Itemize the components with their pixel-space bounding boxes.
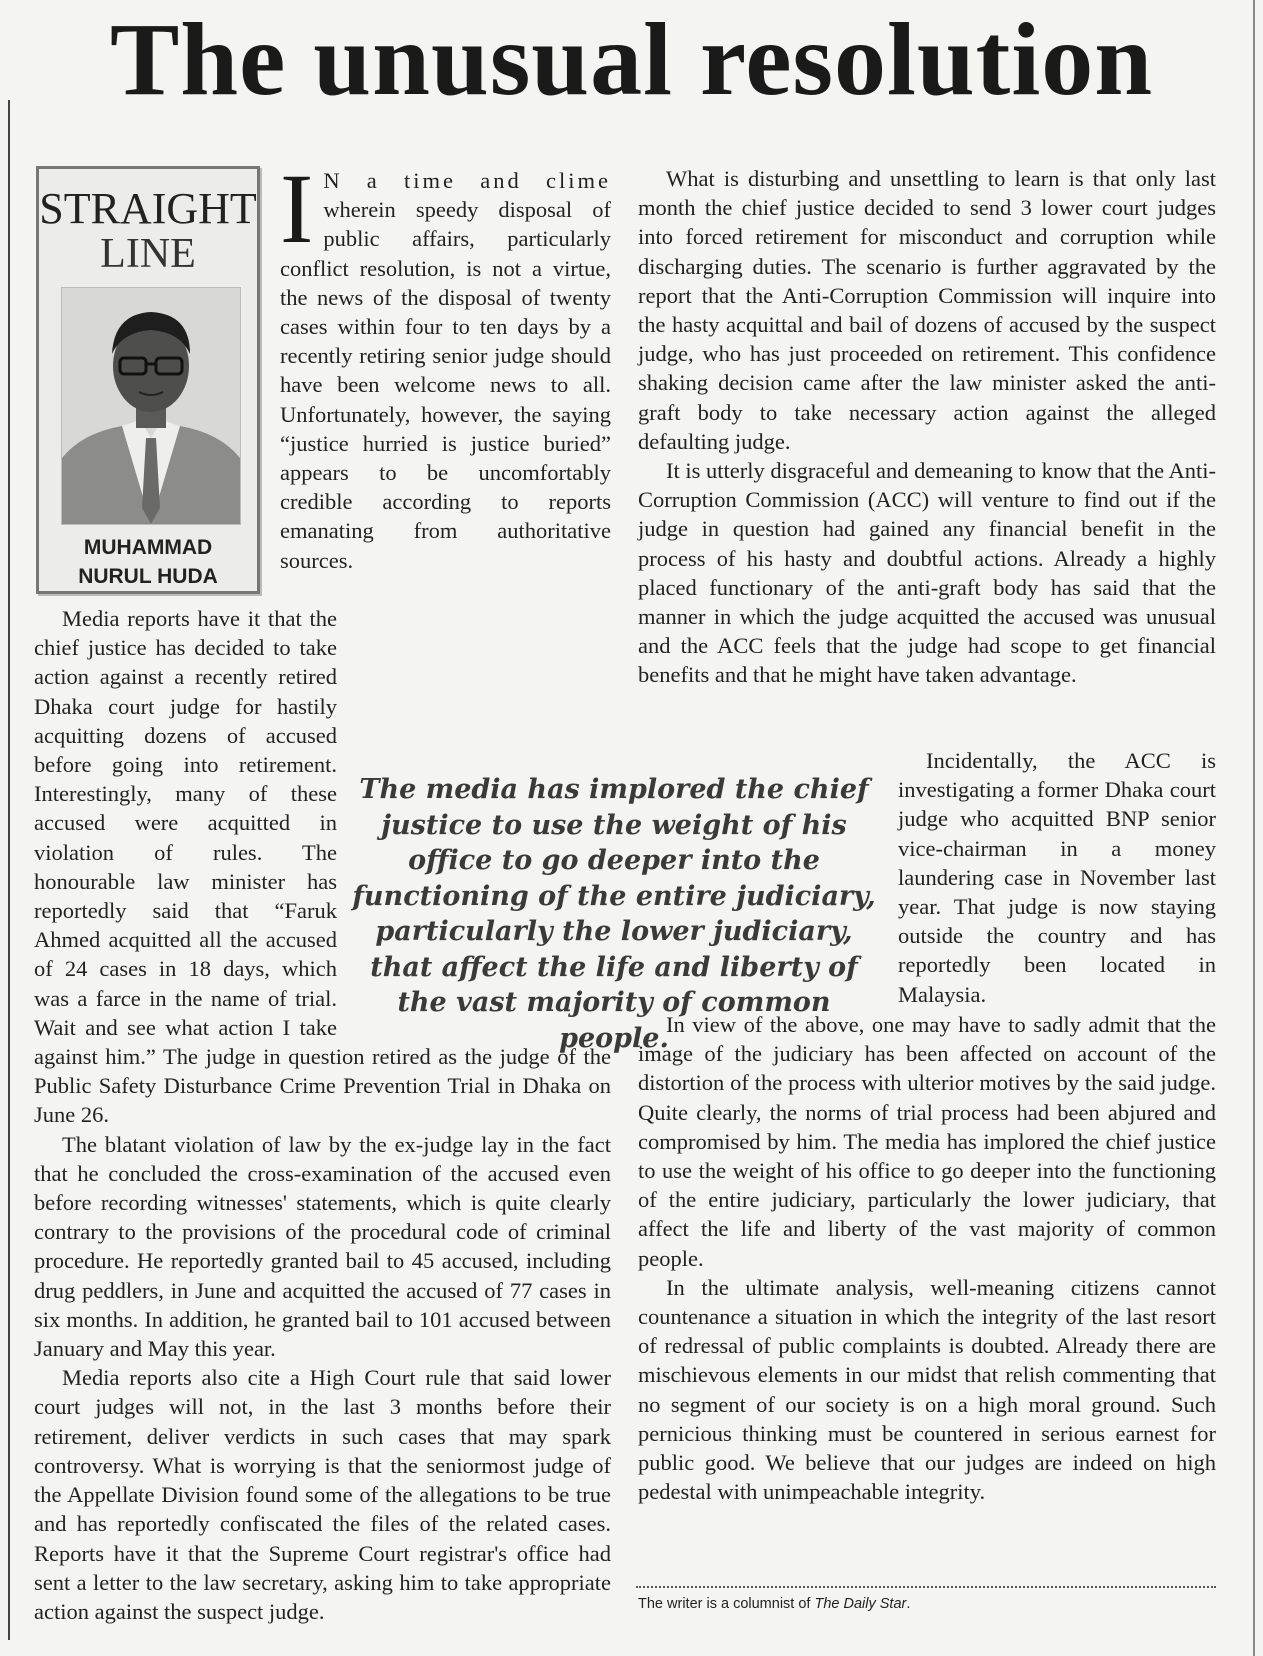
article-paragraph-2: Media reports have it that the chief justice has decided to take action against a recently retired Dhaka court judge for hastily acquitting dozens of accused before going into retirement. Interestingly, many of these accused were acquitted in violation of rules. The honourable law minister has reportedly said that “Faruk Ahmed acquitted all the accused of 24 cases in 18 days, which was a farce in the name of trial. Wait and see what action I take against him.” The judge in question retired as the judge of the Public Safety Disturbance Crime Prevention Trial in Dhaka on June 26. xyxy=(34,606,611,1128)
left-column-rule xyxy=(8,100,10,1640)
publication-name: The Daily Star xyxy=(814,1596,907,1612)
article-paragraph-1: I N a time and clime wherein speedy disposal of public affairs, particularly conflict resolution, is not a virtue, the news of the disposal of twenty cases within four to ten days by a recently retiring senior judge should have been welcome news to all. Unfortunately, however, the saying “justice hurried is justice buried” appears to be uncomfortably credible according to reports emanating from authoritative sources. xyxy=(280,153,611,573)
footnote-divider xyxy=(636,1586,1216,1588)
dropcap: I xyxy=(280,153,314,264)
lead-caps: N a time and clime xyxy=(323,168,611,193)
article-paragraph-8: In view of the above, one may have to sadly admit that the image of the judiciary has been affected on account of the distortion of the process with ulterior motives by the said judge. Quite clearly, the norms of trial process had been abjured and compromised by him. The media has implored the chief justice to use the weight of his office to go deeper into the functioning of the entire judiciary, particularly the lower judiciary, that affect the life and liberty of the vast majority of common people. xyxy=(638,1012,1216,1271)
author-portrait-icon xyxy=(62,288,240,524)
left-column xyxy=(34,604,611,1624)
article-paragraph-9: In the ultimate analysis, well-meaning citizens cannot countenance a situation in which the integrity of the last resort of redressal of public complaints is doubted. Already there are mischievous elements in our midst that relish commenting that no segment of our society is on a high moral ground. Such pernicious thinking must be countered in serious earnest for public good. We believe that our judges are indeed on high pedestal with unimpeachable integrity. xyxy=(638,1274,1216,1505)
column-tag-line2: LINE xyxy=(100,231,196,277)
right-column-top xyxy=(638,164,1216,690)
right-edge-rule xyxy=(1253,0,1255,1656)
article-paragraph-6: It is utterly disgraceful and demeaning to know that the Anti-Corruption Commission (ACC) will venture to find out if the judge in question had gained any financial benefit in the process of his hasty and doubtful actions. Already a highly placed functionary of the anti-graft body has said that the manner in which the judge acquitted the accused was unusual and the ACC feels that the judge had scope to get financial benefits and that he might have taken advantage. xyxy=(638,458,1216,688)
writer-footnote: The writer is a columnist of The Daily Star. xyxy=(638,1596,911,1612)
article-paragraph-7: Incidentally, the ACC is investigating a former Dhaka court judge who acquitted BNP senior vice-chairman in a money laundering case in November last year. That judge is now staying outside the country and has reportedly been located in Malaysia. xyxy=(898,748,1216,1007)
article-lead xyxy=(280,153,611,575)
author-photo xyxy=(61,287,241,525)
right-column-bottom xyxy=(638,1010,1216,1506)
columnist-box xyxy=(36,166,260,594)
pullquote: The media has implored the chief justice to use the weight of his office to go deeper into the functioning of the entire judiciary, particularly the lower judiciary, that affect the life and liberty of the vast majority of common people. xyxy=(352,774,876,1054)
article-paragraph-5: What is disturbing and unsettling to learn is that only last month the chief justice decided to send 3 lower court judges into forced retirement for misconduct and corruption while discharging duties. The scenario is further aggravated by the report that the Anti-Corruption Commission will inquire into the hasty acquittal and bail of dozens of accused by the suspect judge, who has just proceeded on retirement. This confidence shaking decision came after the law minister asked the anti-graft body to take necessary action against the alleged defaulting judge. xyxy=(638,166,1216,454)
article-paragraph-3: The blatant violation of law by the ex-judge lay in the fact that he concluded the cross-examination of the accused even before recording witnesses' statements, which is quite clearly contrary to the provisions of the procedural code of criminal procedure. He reportedly granted bail to 45 accused, including drug peddlers, in June and acquitted the accused of 77 cases in six months. In addition, he granted bail to 101 accused between January and May this year. xyxy=(34,1131,611,1362)
article-paragraph-4: Media reports also cite a High Court rule that said lower court judges will not, in the last 3 months before their retirement, deliver verdicts in such cases that may spark controversy. What is worrying is that the seniormost judge of the Appellate Division found some of the allegations to be true and has reportedly confiscated the files of the related cases. Reports have it that the Supreme Court registrar's office had sent a letter to the law secretary, asking him to take appropriate action against the suspect judge. xyxy=(34,1365,611,1624)
right-column-narrow xyxy=(898,746,1216,1009)
column-tag-line1: STRAIGHT xyxy=(39,184,257,233)
headline: The unusual resolution xyxy=(109,2,1154,117)
author-name: MUHAMMAD NURUL HUDA xyxy=(78,536,218,588)
